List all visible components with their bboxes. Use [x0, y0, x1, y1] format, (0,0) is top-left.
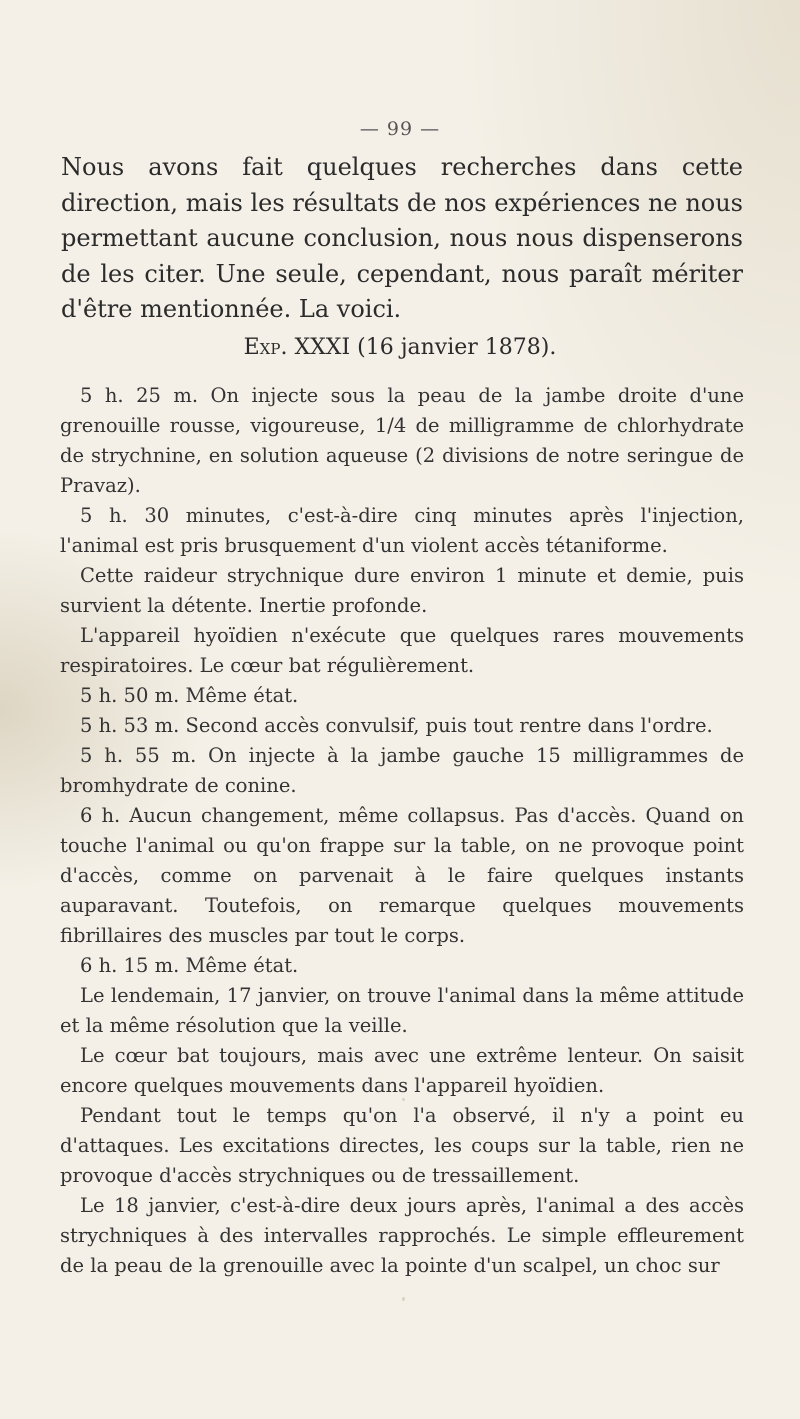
- experiment-heading: [0, 335, 800, 360]
- log-entry: 6 h. 15 m. Même état.: [80, 954, 299, 977]
- intro-paragraph: Nous avons fait quelques recherches dans cette direction, mais les résultats de nos expériences ne nous permettant aucune conclusion, nous nous dispenserons de les citer. Une seule, cependant, nous paraît mériter d'être mentionnée. La voici.: [61, 153, 743, 323]
- log-entry: 6 h. Aucun changement, même collapsus. Pas d'accès. Quand on touche l'animal ou qu'on frappe sur la table, on ne provoque point d'accès, comme on parvenait à le faire quelques instants auparavant. Toutefois, on remarque quelques mouvements fibrillaires des muscles par tout le corps.: [60, 804, 744, 947]
- experiment-label: Exp.: [243, 335, 288, 360]
- paper-speck: [402, 1098, 405, 1101]
- log-entry: 5 h. 53 m. Second accès convulsif, puis tout rentre dans l'ordre.: [80, 714, 713, 737]
- intro-section: [61, 150, 743, 328]
- log-entry: 5 h. 30 minutes, c'est-à-dire cinq minutes après l'injection, l'animal est pris brusquement d'un violent accès tétaniforme.: [60, 504, 744, 557]
- log-entry: 5 h. 25 m. On injecte sous la peau de la jambe droite d'une grenouille rousse, vigoureuse, 1/4 de milligramme de chlorhydrate de strychnine, en solution aqueuse (2 divisions de notre seringue de Pravaz).: [60, 384, 744, 497]
- log-entry: 5 h. 50 m. Même état.: [80, 684, 299, 707]
- log-entry: Pendant tout le temps qu'on l'a observé, il n'y a point eu d'attaques. Les excitations directes, les coups sur la table, rien ne provoque d'accès strychniques ou de tressaillement.: [60, 1104, 744, 1187]
- log-entry: Le 18 janvier, c'est-à-dire deux jours après, l'animal a des accès strychniques à des intervalles rapprochés. Le simple effleurement de la peau de la grenouille avec la pointe d'un scalpel, un choc sur: [60, 1194, 744, 1277]
- log-entry: Cette raideur strychnique dure environ 1 minute et demie, puis survient la détente. Inertie profonde.: [60, 564, 744, 617]
- experiment-title: XXXI (16 janvier 1878).: [294, 335, 557, 360]
- page-number: — 99 —: [359, 118, 441, 140]
- log-entry: Le cœur bat toujours, mais avec une extrême lenteur. On saisit encore quelques mouvements dans l'appareil hyoïdien.: [60, 1044, 744, 1097]
- paper-speck: [402, 1297, 405, 1301]
- log-entry: 5 h. 55 m. On injecte à la jambe gauche 15 milligrammes de bromhydrate de conine.: [60, 744, 744, 797]
- log-entry: Le lendemain, 17 janvier, on trouve l'animal dans la même attitude et la même résolution que la veille.: [60, 984, 744, 1037]
- experiment-log: [60, 381, 744, 1281]
- log-entry: L'appareil hyoïdien n'exécute que quelques rares mouvements respiratoires. Le cœur bat régulièrement.: [60, 624, 744, 677]
